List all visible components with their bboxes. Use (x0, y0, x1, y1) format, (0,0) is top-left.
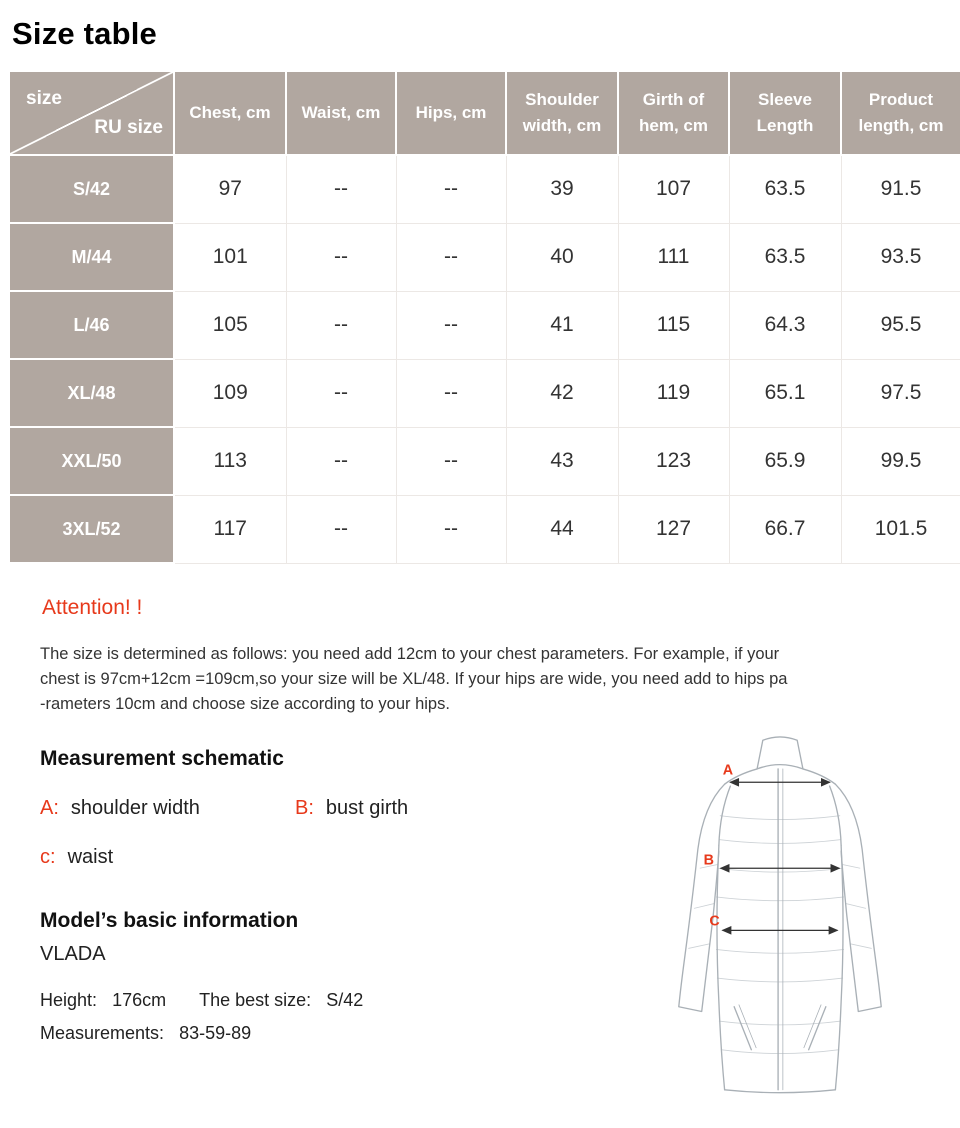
value-cell: 40 (506, 223, 618, 291)
value-cell: 105 (174, 291, 286, 359)
value-cell: 42 (506, 359, 618, 427)
value-cell: -- (396, 427, 506, 495)
value-cell: -- (286, 291, 396, 359)
best-size-label: The best size: (199, 990, 312, 1010)
value-cell: 66.7 (729, 495, 841, 563)
schematic-label-a (40, 797, 295, 820)
size-cell: S/42 (9, 155, 174, 223)
attention-text-line: The size is determined as follows: you need add 12cm to your chest parameters. For example, if your (40, 645, 780, 663)
value-cell: -- (286, 359, 396, 427)
value-cell: 99.5 (841, 427, 960, 495)
corner-header-cell (9, 71, 174, 155)
value-cell: 115 (618, 291, 729, 359)
schematic-label-a-key: A: (40, 797, 59, 819)
value-cell: 64.3 (729, 291, 841, 359)
best-size-value: S/42 (326, 990, 364, 1010)
value-cell: -- (286, 495, 396, 563)
measurement-schematic-title: Measurement schematic (40, 747, 284, 770)
schematic-label-b (295, 797, 408, 820)
value-cell: -- (286, 155, 396, 223)
value-cell: 101.5 (841, 495, 960, 563)
mark-a-label: A (722, 762, 734, 779)
value-cell: 41 (506, 291, 618, 359)
attention-title: Attention! ! (42, 596, 143, 619)
mark-b-label: B (703, 852, 714, 869)
value-cell: 113 (174, 427, 286, 495)
value-cell: 119 (618, 359, 729, 427)
value-cell: 97.5 (841, 359, 960, 427)
size-cell: XL/48 (9, 359, 174, 427)
size-table (8, 70, 960, 564)
value-cell: 44 (506, 495, 618, 563)
coat-schematic (620, 725, 940, 1107)
bottom-left-column (40, 731, 620, 1112)
model-info-title: Model’s basic information (40, 909, 299, 932)
schematic-label-row (40, 846, 620, 869)
col-header-waist: Waist, cm (286, 71, 396, 155)
schematic-label-a-text: shoulder width (70, 797, 200, 819)
model-measurements-line (40, 1023, 620, 1044)
col-header-hips: Hips, cm (396, 71, 506, 155)
height-label: Height: (40, 990, 98, 1010)
attention-text (40, 642, 920, 717)
value-cell: -- (286, 427, 396, 495)
schematic-label-c-key: c: (40, 846, 56, 868)
model-name: VLADA (40, 943, 106, 965)
size-cell: 3XL/52 (9, 495, 174, 563)
bottom-section (40, 731, 960, 1112)
col-header-product-length: Product length, cm (841, 71, 960, 155)
table-row (9, 495, 960, 563)
value-cell: 111 (618, 223, 729, 291)
table-row (9, 155, 960, 223)
table-header-row (9, 71, 960, 155)
schematic-label-b-text: bust girth (325, 797, 409, 819)
schematic-label-row (40, 797, 620, 820)
value-cell: 39 (506, 155, 618, 223)
col-header-sleeve-length: Sleeve Length (729, 71, 841, 155)
schematic-label-b-key: B: (295, 797, 314, 819)
value-cell: -- (396, 155, 506, 223)
value-cell: -- (396, 495, 506, 563)
value-cell: 93.5 (841, 223, 960, 291)
attention-text-line: chest is 97cm+12cm =109cm,so your size will be XL/48. If your hips are wide, you need add to hips pa (40, 670, 788, 688)
size-cell: M/44 (9, 223, 174, 291)
value-cell: 95.5 (841, 291, 960, 359)
col-header-girth-of-hem: Girth of hem, cm (618, 71, 729, 155)
measurements-label: Measurements: (40, 1023, 165, 1043)
attention-text-line: -rameters 10cm and choose size according to your hips. (40, 695, 450, 713)
model-height-line (40, 990, 620, 1011)
value-cell: -- (396, 291, 506, 359)
col-header-chest: Chest, cm (174, 71, 286, 155)
value-cell: -- (396, 223, 506, 291)
schematic-label-c (40, 846, 113, 869)
value-cell: 107 (618, 155, 729, 223)
value-cell: 109 (174, 359, 286, 427)
height-value: 176cm (112, 990, 167, 1010)
value-cell: 65.1 (729, 359, 841, 427)
page-title: Size table (12, 16, 157, 51)
schematic-label-c-text: waist (67, 846, 114, 868)
bottom-right-column (620, 725, 950, 1112)
value-cell: -- (286, 223, 396, 291)
mark-c-label: C (709, 913, 720, 930)
measurements-value: 83-59-89 (179, 1023, 252, 1043)
size-cell: L/46 (9, 291, 174, 359)
col-header-shoulder-width: Shoulder width, cm (506, 71, 618, 155)
coat-quilting (688, 816, 871, 1054)
table-row (9, 359, 960, 427)
value-cell: 117 (174, 495, 286, 563)
value-cell: 63.5 (729, 155, 841, 223)
value-cell: 63.5 (729, 223, 841, 291)
value-cell: 43 (506, 427, 618, 495)
measurement-arrows (721, 782, 839, 930)
corner-size-label: size (26, 88, 62, 109)
value-cell: 65.9 (729, 427, 841, 495)
table-row (9, 291, 960, 359)
value-cell: 97 (174, 155, 286, 223)
corner-ru-size-label: RU size (94, 116, 163, 138)
value-cell: -- (396, 359, 506, 427)
size-cell: XXL/50 (9, 427, 174, 495)
table-row (9, 427, 960, 495)
value-cell: 123 (618, 427, 729, 495)
value-cell: 101 (174, 223, 286, 291)
value-cell: 91.5 (841, 155, 960, 223)
value-cell: 127 (618, 495, 729, 563)
table-row (9, 223, 960, 291)
